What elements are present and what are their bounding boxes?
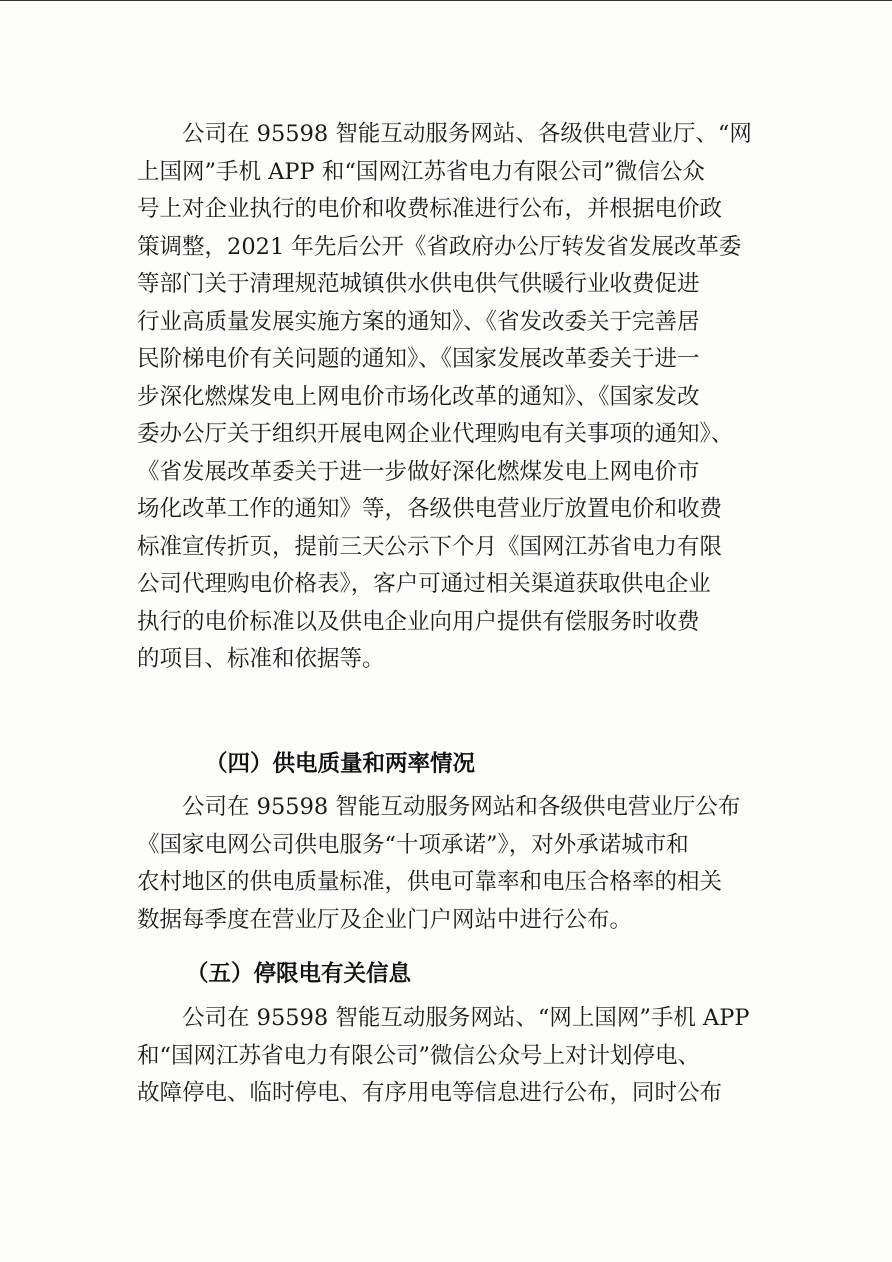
paragraph-line: 的项目、标准和依据等。 [137, 646, 385, 672]
paragraph-line: 故障停电、临时停电、有序用电等信息进行公布，同时公布 [137, 1080, 723, 1106]
paragraph-line: 农村地区的供电质量标准，供电可靠率和电压合格率的相关 [137, 869, 723, 895]
paragraph-line: 委办公厅关于组织开展电网企业代理购电有关事项的通知》、 [137, 421, 734, 447]
paragraph-line: 标准宣传折页，提前三天公示下个月《国网江苏省电力有限 [137, 533, 723, 560]
paragraph-line: 和“国网江苏省电力有限公司”微信公众号上对计划停电、 [137, 1042, 701, 1069]
paragraph-line: 公司在 95598 智能互动服务网站和各级供电营业厅公布 [137, 794, 741, 820]
paragraph-line: 行业高质量发展实施方案的通知》、《省发改委关于完善居 [137, 308, 700, 335]
paragraph-line: 《国家电网公司供电服务“十项承诺”》，对外承诺城市和 [137, 831, 689, 858]
paragraph-line: 场化改革工作的通知》等，各级供电营业厅放置电价和收费 [137, 496, 723, 522]
paragraph-line: 数据每季度在营业厅及企业门户网站中进行公布。 [137, 906, 633, 933]
section-heading-supply-quality: （四）供电质量和两率情况 [205, 751, 476, 777]
paragraph-line: 执行的电价标准以及供电企业向用户提供有偿服务时收费 [137, 608, 700, 635]
paragraph-line: 步深化燃煤发电上网电价市场化改革的通知》、《国家发改 [137, 383, 700, 410]
paragraph-line: 上国网”手机 APP 和“国网江苏省电力有限公司”微信公众 [137, 158, 705, 185]
paragraph-supply-quality [137, 789, 758, 939]
paragraph-line: 策调整，2021 年先后公开《省政府办公厅转发省发展改革委 [137, 233, 742, 260]
paragraph-line: 公司代理购电价格表》，客户可通过相关渠道获取供电企业 [137, 571, 711, 597]
section-heading-outage-info: （五）停限电有关信息 [186, 961, 412, 987]
paragraph-line: 《省发展改革委关于进一步做好深化燃煤发电上网电价市 [137, 458, 700, 485]
paragraph-line: 号上对企业执行的电价和收费标准进行公布，并根据电价政 [137, 196, 723, 222]
paragraph-line: 公司在 95598 智能互动服务网站、“网上国网”手机 APP [137, 1005, 750, 1031]
paragraph-line: 民阶梯电价有关问题的通知》、《国家发展改革委关于进一 [137, 346, 700, 372]
paragraph-line: 等部门关于清理规范城镇供水供电供气供暖行业收费促进 [137, 271, 700, 297]
paragraph-line: 公司在 95598 智能互动服务网站、各级供电营业厅、“网 [137, 121, 752, 147]
paragraph-price-disclosure [137, 116, 758, 679]
paragraph-outage-info [137, 1000, 758, 1113]
